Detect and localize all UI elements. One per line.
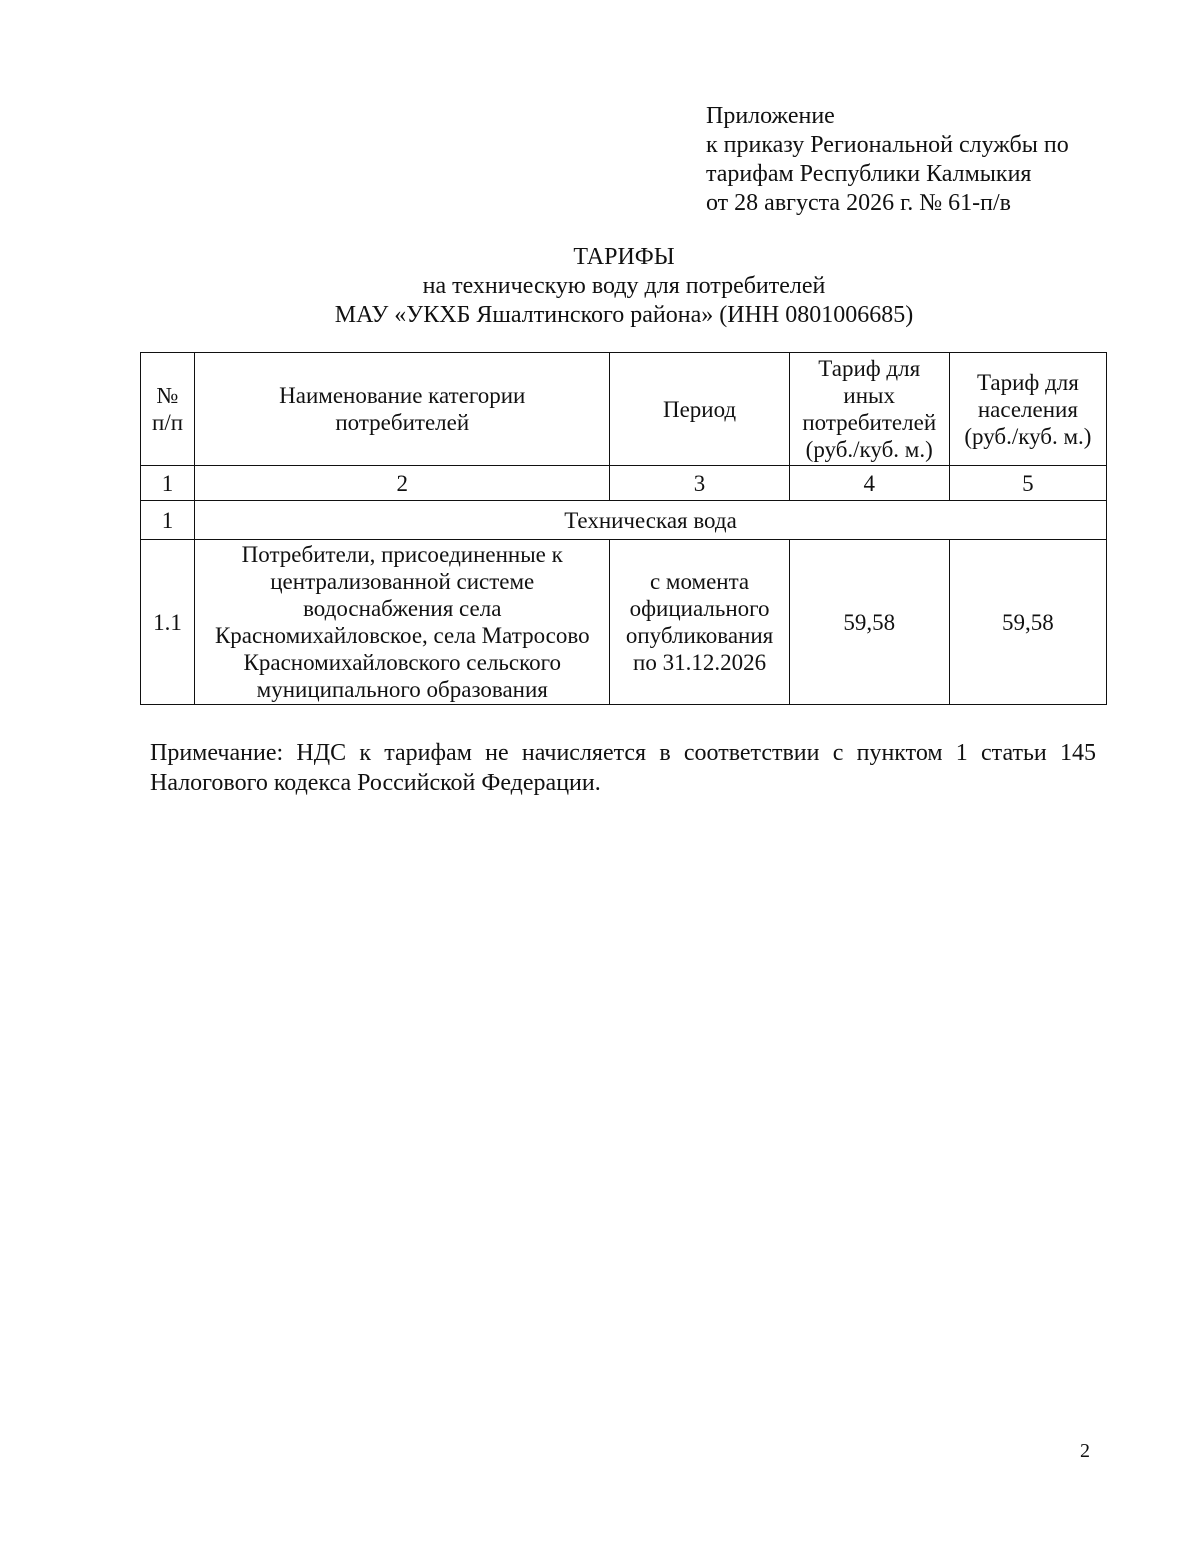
tariff-table bbox=[140, 352, 1107, 705]
column-index: 4 bbox=[789, 466, 949, 501]
header-category: Наименование категории потребителей bbox=[195, 353, 610, 466]
row-tariff-population: 59,58 bbox=[949, 540, 1106, 705]
header-tariff-population: Тариф для населения (руб./куб. м.) bbox=[949, 353, 1106, 466]
section-title: Техническая вода bbox=[195, 501, 1107, 540]
header-period: Период bbox=[610, 353, 789, 466]
row-num: 1.1 bbox=[141, 540, 195, 705]
column-index: 2 bbox=[195, 466, 610, 501]
section-row bbox=[141, 501, 1107, 540]
page-number: 2 bbox=[1080, 1440, 1090, 1462]
row-tariff-other: 59,58 bbox=[789, 540, 949, 705]
document-subtitle: на техническую воду для потребителей bbox=[422, 273, 826, 299]
column-index-row bbox=[141, 466, 1107, 501]
section-num: 1 bbox=[141, 501, 195, 540]
table-row bbox=[141, 540, 1107, 705]
header-tariff-other: Тариф для иных потребителей (руб./куб. м.) bbox=[789, 353, 949, 466]
note-line: Налогового кодекса Российской Федерации. bbox=[150, 770, 601, 796]
table-header-row bbox=[141, 353, 1107, 466]
document-heading: ТАРИФЫ bbox=[573, 244, 675, 270]
appendix-block bbox=[706, 102, 1166, 218]
column-index: 1 bbox=[141, 466, 195, 501]
row-category: Потребители, присоединенные к централизованной системе водоснабжения села Красномихайловское, села Матросово Красномихайловского сельского муниципального образования bbox=[195, 540, 610, 705]
document-subtitle: МАУ «УКХБ Яшалтинского района» (ИНН 0801006685) bbox=[334, 302, 914, 328]
appendix-line: от 28 августа 2026 г. № 61-п/в bbox=[706, 190, 1011, 216]
column-index: 3 bbox=[610, 466, 789, 501]
appendix-line: к приказу Региональной службы по bbox=[706, 132, 1069, 158]
row-period: с момента официального опубликования по 31.12.2026 bbox=[610, 540, 789, 705]
note-paragraph bbox=[150, 738, 1096, 798]
appendix-line: Приложение bbox=[706, 103, 835, 129]
appendix-line: тарифам Республики Калмыкия bbox=[706, 161, 1032, 187]
column-index: 5 bbox=[949, 466, 1106, 501]
document-title-block bbox=[0, 243, 1200, 330]
header-num: № п/п bbox=[141, 353, 195, 466]
note-line: Примечание: НДС к тарифам не начисляется в соответствии с пунктом 1 статьи 145 bbox=[150, 740, 1096, 766]
